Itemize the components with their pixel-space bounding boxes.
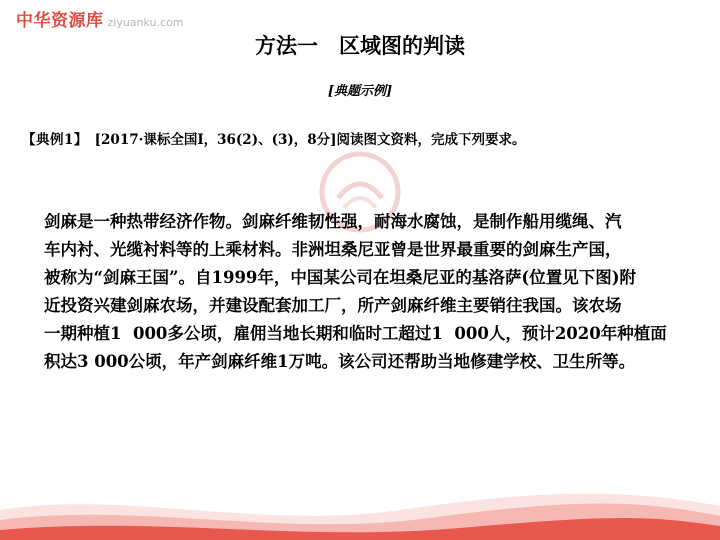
passage-line: 一期种植1 000多公顷，雇佣当地长期和临时工超过1 000人，预计2020年种植面 (44, 324, 667, 343)
watermark-logo (16, 6, 184, 31)
watermark-brand: 中华资源库 (16, 11, 104, 31)
example-heading (22, 128, 526, 148)
passage-line: 积达3 000公顷，年产剑麻纤维1万吨。该公司还帮助当地修建学校、卫生所等。 (44, 352, 636, 371)
decorative-waves (0, 480, 720, 540)
reading-passage (44, 208, 692, 376)
example-label: 【典例1】 (22, 132, 82, 148)
watermark-url: ziyuanku.com (107, 16, 184, 29)
passage-line: 车内衬、光缆衬料等的上乘材料。非洲坦桑尼亚曾是世界最重要的剑麻生产国， (44, 240, 622, 259)
page-title: 方法一 区域图的判读 (255, 34, 465, 58)
passage-line: 近投资兴建剑麻农场，并建设配套加工厂，所产剑麻纤维主要销往我国。该农场 (44, 296, 622, 315)
section-subtitle: [典题示例] (327, 84, 393, 99)
example-source: [2017·课标全国Ⅰ，36(2)、(3)，8分]阅读图文资料，完成下列要求。 (81, 132, 526, 148)
passage-line: 被称为“剑麻王国”。自1999年，中国某公司在坦桑尼亚的基洛萨(位置见下图)附 (44, 268, 637, 287)
passage-line: 剑麻是一种热带经济作物。剑麻纤维韧性强，耐海水腐蚀，是制作船用缆绳、汽 (44, 212, 622, 231)
